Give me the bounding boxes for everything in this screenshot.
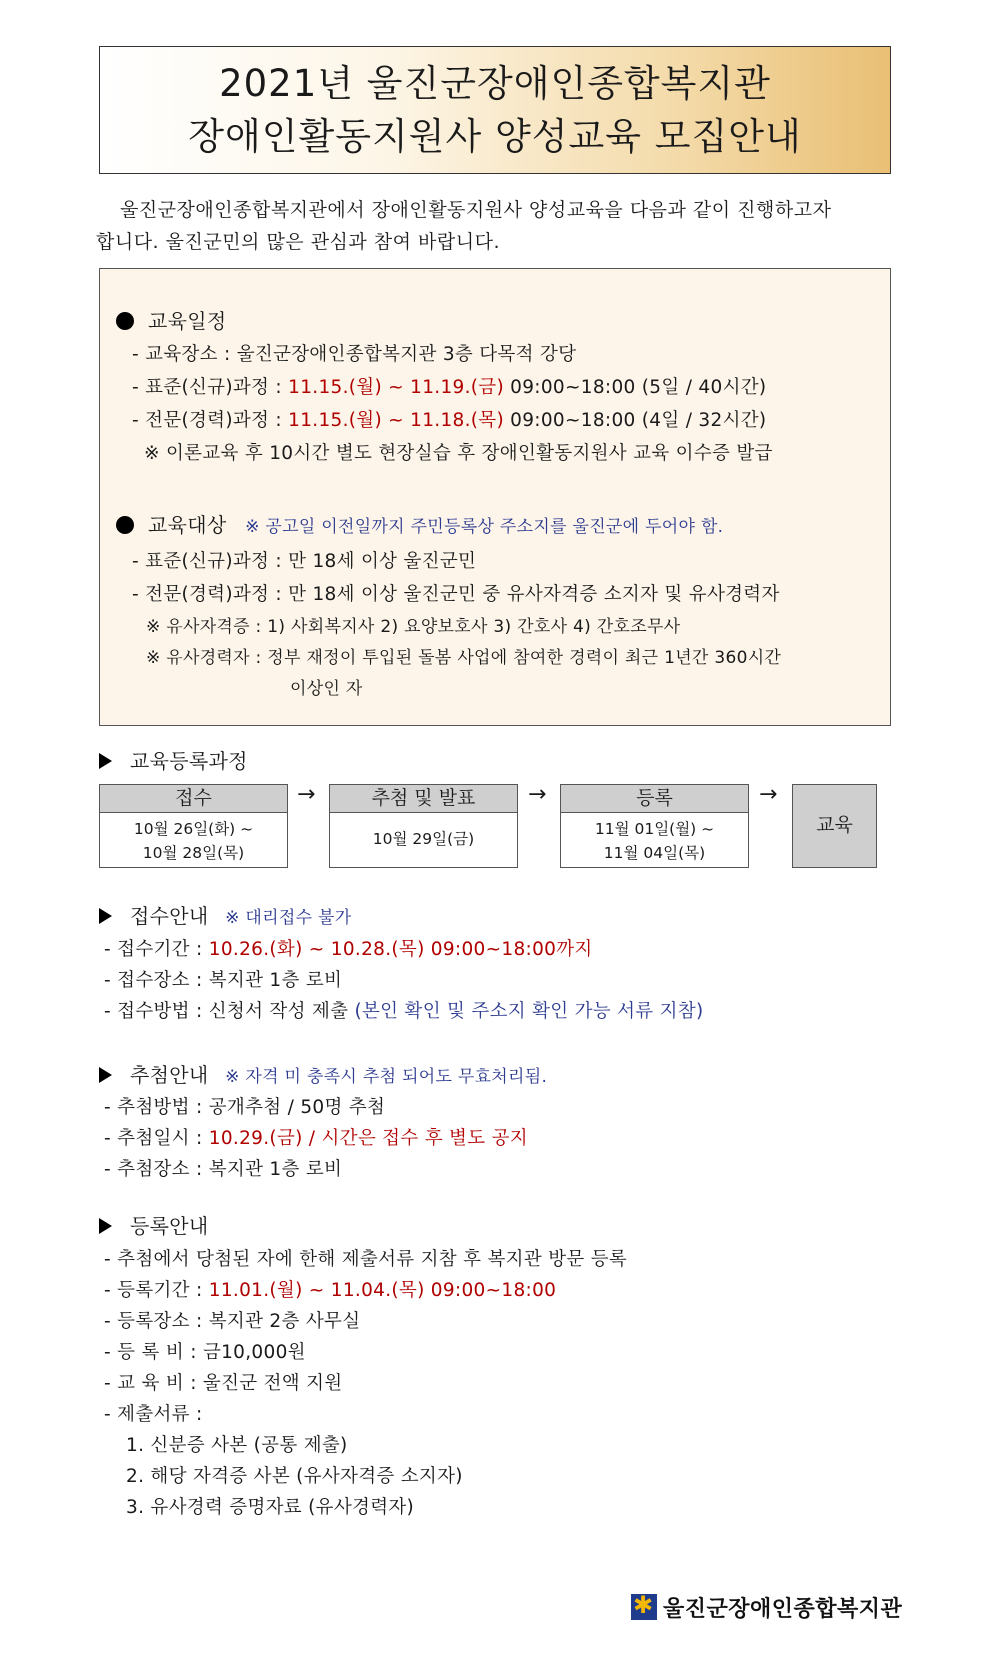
triangle-right-icon — [99, 753, 112, 769]
schedule-expert: - 전문(경력)과정 : 11.15.(월) ~ 11.18.(목) 09:00~18:00 (4일 / 32시간) — [132, 410, 767, 431]
target-heading-note: ※ 공고일 이전일까지 주민등록상 주소지를 울진군에 두어야 함. — [245, 517, 724, 537]
lottery-heading: 추첨안내 ※ 자격 미 충족시 추첨 되어도 무효처리됨. — [99, 1059, 547, 1088]
lottery-note: ※ 자격 미 충족시 추첨 되어도 무효처리됨. — [225, 1067, 548, 1087]
registration-period: - 등록기간 : 11.01.(월) ~ 11.04.(목) 09:00~18:00 — [104, 1280, 557, 1301]
triangle-right-icon — [99, 1067, 112, 1083]
target-expert: - 전문(경력)과정 : 만 18세 이상 울진군민 중 유사자격증 소지자 및 유사경력자 — [132, 584, 780, 605]
registration-edu-fee: - 교 육 비 : 울진군 전액 지원 — [104, 1373, 343, 1394]
triangle-right-icon — [99, 908, 112, 924]
step-date-line1: 10월 26일(화) ~ — [133, 820, 254, 838]
step-reception — [99, 784, 288, 868]
bullet-icon — [116, 312, 134, 330]
registration-fee: - 등 록 비 : 금10,000원 — [104, 1342, 306, 1363]
step-title: 등록 — [561, 785, 748, 813]
reception-place: - 접수장소 : 복지관 1층 로비 — [104, 970, 343, 991]
step-lottery — [329, 784, 518, 868]
schedule-standard: - 표준(신규)과정 : 11.15.(월) ~ 11.19.(금) 09:00~18:00 (5일 / 40시간) — [132, 377, 767, 398]
target-standard: - 표준(신규)과정 : 만 18세 이상 울진군민 — [132, 551, 477, 572]
step-date-line2: 10월 28일(목) — [142, 844, 245, 862]
registration-place: - 등록장소 : 복지관 2층 사무실 — [104, 1311, 361, 1332]
step-education: 교육 — [792, 784, 877, 868]
registration-docs-label: - 제출서류 : — [104, 1404, 203, 1425]
registration-heading: 등록안내 — [99, 1210, 208, 1239]
target-career: ※ 유사경력자 : 정부 재정이 투입된 돌봄 사업에 참여한 경력이 최근 1년간 360시간 — [146, 648, 782, 668]
target-career-cont: 이상인 자 — [290, 679, 363, 699]
lottery-date: - 추첨일시 : 10.29.(금) / 시간은 접수 후 별도 공지 — [104, 1128, 528, 1149]
intro-paragraph — [96, 194, 896, 258]
target-heading: 교육대상 ※ 공고일 이전일까지 주민등록상 주소지를 울진군에 두어야 함. — [116, 509, 723, 538]
page-title-line1: 2021년 울진군장애인종합복지관 — [219, 62, 771, 105]
registration-line1: - 추첨에서 당첨된 자에 한해 제출서류 지참 후 복지관 방문 등록 — [104, 1249, 628, 1270]
lottery-method: - 추첨방법 : 공개추첨 / 50명 추첨 — [104, 1097, 386, 1118]
right-arrow-icon: → — [297, 782, 316, 807]
step-title: 접수 — [100, 785, 287, 813]
registration-doc-item: 3. 유사경력 증명자료 (유사경력자) — [126, 1497, 415, 1518]
bullet-icon — [116, 516, 134, 534]
right-arrow-icon: → — [759, 782, 778, 807]
reception-heading: 접수안내 ※ 대리접수 불가 — [99, 900, 351, 929]
schedule-note: ※ 이론교육 후 10시간 별도 현장실습 후 장애인활동지원사 교육 이수증 발급 — [144, 443, 773, 464]
step-registration — [560, 784, 749, 868]
step-date-line1: 10월 29일(금) — [372, 830, 475, 848]
schedule-place: - 교육장소 : 울진군장애인종합복지관 3층 다목적 강당 — [132, 344, 577, 365]
triangle-right-icon — [99, 1218, 112, 1234]
target-cert: ※ 유사자격증 : 1) 사회복지사 2) 요양보호사 3) 간호사 4) 간호조무사 — [146, 617, 681, 637]
lottery-place: - 추첨장소 : 복지관 1층 로비 — [104, 1159, 343, 1180]
reception-period: - 접수기간 : 10.26.(화) ~ 10.28.(목) 09:00~18:00까지 — [104, 939, 593, 960]
title-box — [99, 46, 891, 174]
intro-line1: 울진군장애인종합복지관에서 장애인활동지원사 양성교육을 다음과 같이 진행하고자 — [120, 199, 832, 221]
page-title-line2: 장애인활동지원사 양성교육 모집안내 — [188, 115, 802, 158]
step-date-line1: 11월 01일(월) ~ — [594, 820, 715, 838]
process-heading: 교육등록과정 — [99, 745, 248, 774]
step-title: 추첨 및 발표 — [330, 785, 517, 813]
registration-doc-item: 1. 신분증 사본 (공통 제출) — [126, 1435, 348, 1456]
reception-method: - 접수방법 : 신청서 작성 제출 (본인 확인 및 주소지 확인 가능 서류 지참) — [104, 1001, 704, 1022]
reception-note: ※ 대리접수 불가 — [225, 908, 352, 928]
intro-line2: 합니다. 울진군민의 많은 관심과 참여 바랍니다. — [96, 231, 501, 253]
registration-doc-item: 2. 해당 자격증 사본 (유사자격증 소지자) — [126, 1466, 463, 1487]
education-info-box — [99, 268, 891, 726]
logo-text: 울진군장애인종합복지관 — [663, 1596, 903, 1622]
right-arrow-icon: → — [528, 782, 547, 807]
star-logo-icon: ✱ — [631, 1594, 657, 1620]
schedule-heading: 교육일정 — [116, 305, 226, 334]
footer-logo — [631, 1591, 902, 1623]
step-date-line2: 11월 04일(목) — [603, 844, 706, 862]
